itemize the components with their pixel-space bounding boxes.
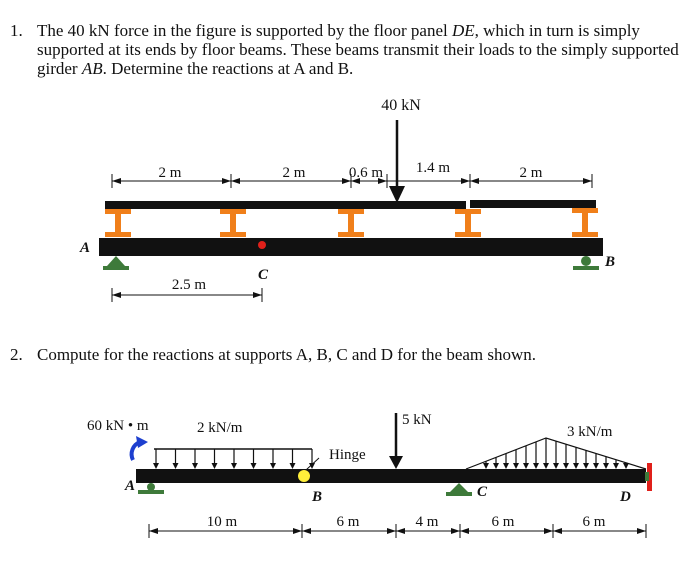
tri-load-arrow-head xyxy=(523,463,529,469)
problem-2-text: Compute for the reactions at supports A, B, C and D for the beam shown. xyxy=(37,345,537,364)
dim-10m: 10 m xyxy=(206,514,238,530)
udl-arrow-head xyxy=(173,463,179,469)
dim-6m-c: 6 m xyxy=(582,514,606,530)
problem-1-number: 1. xyxy=(10,21,23,40)
tri-load-arrow-head xyxy=(563,463,569,469)
load-40kn-label: 40 kN xyxy=(381,97,421,114)
label-b-fig2: B xyxy=(312,489,323,505)
udl-label: 2 kN/m xyxy=(197,420,243,436)
dim-0-6m: 0.6 m xyxy=(348,165,384,181)
floor-beam-2 xyxy=(220,209,246,237)
beam-2 xyxy=(136,469,646,483)
tri-load-arrow-head xyxy=(533,463,539,469)
udl-arrow-head xyxy=(270,463,276,469)
dim-6m-a: 6 m xyxy=(336,514,360,530)
load-40kn-arrow-head xyxy=(389,186,405,203)
label-c-fig2: C xyxy=(477,484,488,500)
girder-ab xyxy=(99,238,603,256)
udl-arrow-head xyxy=(251,463,257,469)
tri-load-arrow-head xyxy=(493,463,499,469)
floor-beam-1 xyxy=(105,209,131,237)
support-a-fig2 xyxy=(138,483,164,494)
floor-beam-5 xyxy=(572,208,598,237)
udl-arrow-head xyxy=(290,463,296,469)
udl-arrow-head xyxy=(153,463,159,469)
udl-arrows xyxy=(153,449,315,469)
figure-2 xyxy=(87,412,652,538)
moment-arrow-head xyxy=(136,436,148,448)
problem-2-number: 2. xyxy=(10,345,23,364)
point-load-arrow-head xyxy=(389,456,403,469)
hinge-b-marker xyxy=(298,470,310,482)
tri-load-arrow-head xyxy=(603,463,609,469)
tri-load-arrow-head xyxy=(593,463,599,469)
tri-load-arrow-head xyxy=(483,463,489,469)
udl-arrow-head xyxy=(231,463,237,469)
point-load-label: 5 kN xyxy=(402,412,432,428)
moment-label: 60 kN • m xyxy=(87,418,149,434)
floor-panel-left xyxy=(105,201,466,209)
floor-beam-3 xyxy=(338,209,364,237)
udl-arrow-head xyxy=(212,463,218,469)
support-d-fixed xyxy=(645,463,652,491)
dim-2m-right: 2 m xyxy=(519,165,543,181)
tri-load-arrow-head xyxy=(623,463,629,469)
problem-2 xyxy=(10,345,690,364)
floor-panel-de xyxy=(470,200,596,208)
tri-load-arrow-head xyxy=(583,463,589,469)
label-b: B xyxy=(605,254,616,270)
label-a-fig2: A xyxy=(125,478,136,494)
support-b xyxy=(573,256,599,270)
dim-2m-mid: 2 m xyxy=(282,165,306,181)
floor-beam-4 xyxy=(455,209,481,237)
tri-load-arrow-head xyxy=(613,463,619,469)
udl-arrow-head xyxy=(192,463,198,469)
tri-load-arrow-head xyxy=(543,463,549,469)
label-d-fig2: D xyxy=(620,489,631,505)
hinge-label: Hinge xyxy=(329,447,366,463)
support-c-fig2 xyxy=(446,483,472,496)
tri-load-arrow-head xyxy=(513,463,519,469)
support-a xyxy=(103,256,129,270)
dim-4m: 4 m xyxy=(415,514,439,530)
label-c: C xyxy=(258,267,269,283)
dim-1-4m: 1.4 m xyxy=(415,160,451,176)
problem-1-text: The 40 kN force in the figure is supported by the floor panel DE, which in turn is simply supported at its ends by floor beams. These beams transmit their loads to the simply supported girder AB. Determine the reactions at A and B. xyxy=(37,21,679,78)
figure-1 xyxy=(79,97,615,302)
tri-load-label: 3 kN/m xyxy=(567,424,613,440)
dim-2-5m: 2.5 m xyxy=(171,277,207,293)
point-c-marker xyxy=(258,241,266,249)
tri-load-arrow-head xyxy=(553,463,559,469)
dim-2m-left: 2 m xyxy=(158,165,182,181)
dim-6m-b: 6 m xyxy=(491,514,515,530)
tri-load-arrow-head xyxy=(573,463,579,469)
tri-load-arrow-head xyxy=(503,463,509,469)
label-a: A xyxy=(80,240,91,256)
